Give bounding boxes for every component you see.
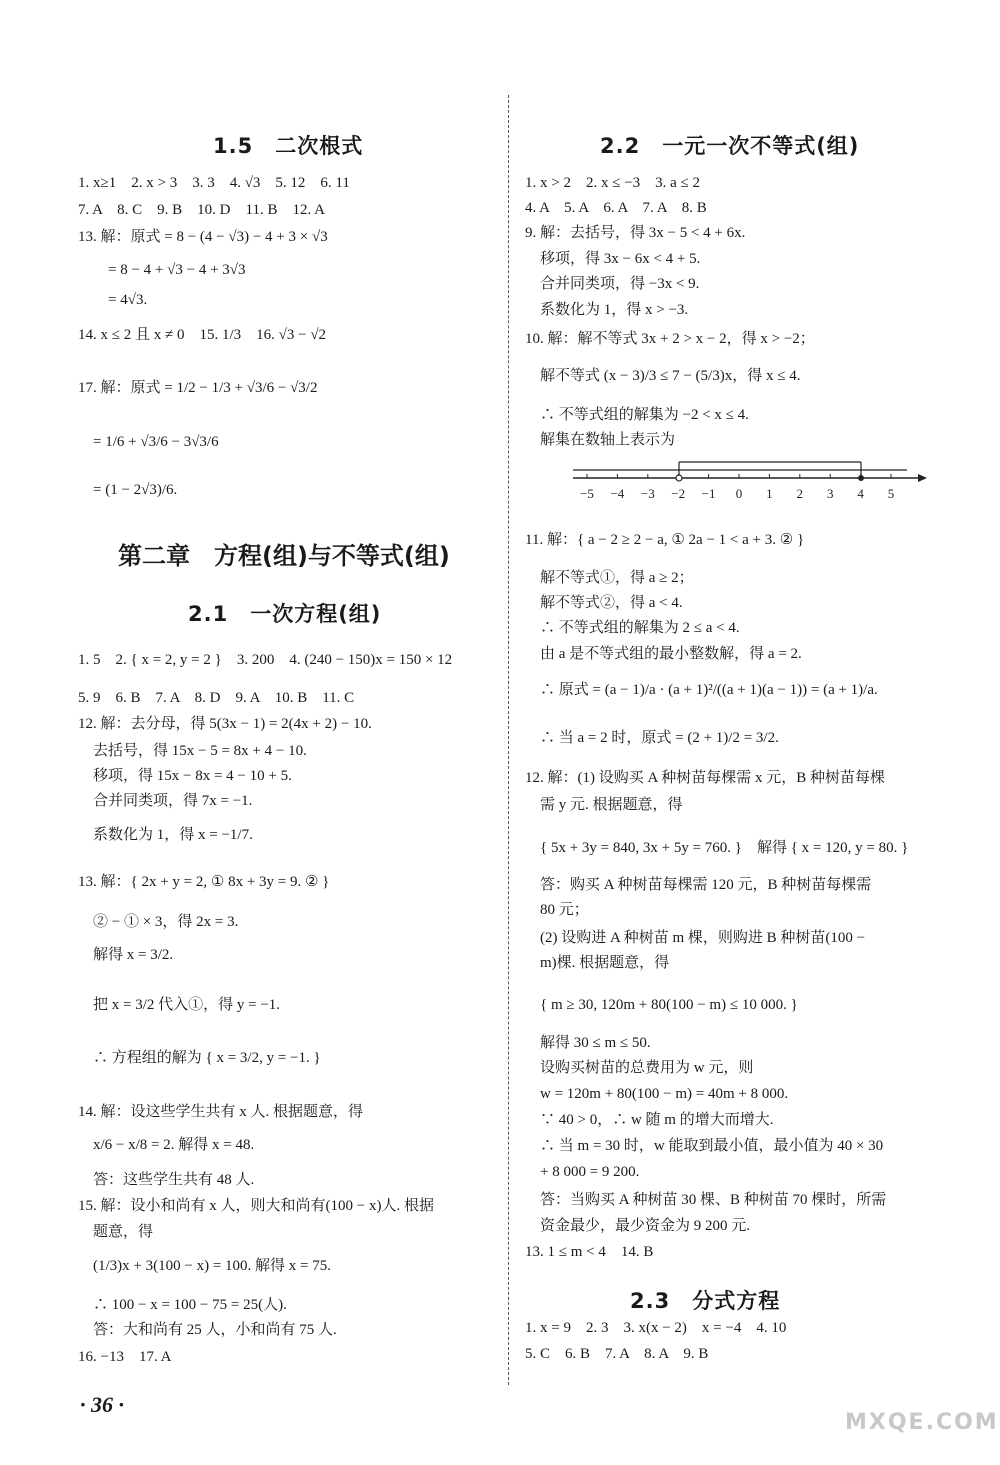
s22b-line-8: 12. 解：(1) 设购买 A 种树苗每棵需 x 元，B 种树苗每棵 bbox=[525, 770, 886, 786]
s22a-line-8: 解不等式 (x − 3)/3 ≤ 7 − (5/3)x，得 x ≤ 4. bbox=[525, 368, 801, 384]
sec15-line-5: = 4√3. bbox=[78, 292, 148, 308]
axis-tick-label: 1 bbox=[766, 486, 773, 501]
sec15-line-4: = 8 − 4 + √3 − 4 + 3√3 bbox=[78, 262, 246, 278]
axis-tick-label: −4 bbox=[610, 486, 625, 501]
sec21-line-4: 去括号，得 15x − 5 = 8x + 4 − 10. bbox=[78, 743, 307, 759]
s22b-line-9: 需 y 元. 根据题意，得 bbox=[525, 797, 683, 813]
sec21-line-12: ∴ 方程组的解为 { x = 3/2, y = −1. } bbox=[78, 1050, 321, 1066]
sec21-line-18: (1/3)x + 3(100 − x) = 100. 解得 x = 75. bbox=[78, 1258, 331, 1274]
sec15-line-7: 17. 解：原式 = 1/2 − 1/3 + √3/6 − √3/2 bbox=[78, 380, 318, 396]
section-title-2-2: 2.2 一元一次不等式(组) bbox=[600, 134, 860, 158]
column-divider bbox=[508, 95, 509, 1385]
sec15-line-1: 1. x≥1 2. x > 3 3. 3 4. √3 5. 12 6. 11 bbox=[78, 175, 350, 191]
sec21-line-3: 12. 解：去分母，得 5(3x − 1) = 2(4x + 2) − 10. bbox=[78, 716, 372, 732]
s22b-line-1: 11. 解：{ a − 2 ≥ 2 − a, ① 2a − 1 < a + 3. ② } bbox=[525, 532, 805, 548]
section-title-2-3: 2.3 分式方程 bbox=[630, 1289, 781, 1313]
s22b-line-10: { 5x + 3y = 840, 3x + 5y = 760. } 解得 { x = 120, y = 80. } bbox=[525, 840, 909, 856]
s22b-line-23: 资金最少，最少资金为 9 200 元. bbox=[525, 1218, 751, 1234]
open-circle-minus-2 bbox=[676, 475, 682, 481]
s22b-line-2: 解不等式①，得 a ≥ 2； bbox=[525, 570, 694, 586]
s22a-line-7: 10. 解：解不等式 3x + 2 > x − 2，得 x > −2； bbox=[525, 331, 815, 347]
sec21-line-10: 解得 x = 3/2. bbox=[78, 947, 174, 963]
sec21-line-15: 答：这些学生共有 48 人. bbox=[78, 1172, 255, 1188]
s22a-line-2: 4. A 5. A 6. A 7. A 8. B bbox=[525, 200, 707, 216]
axis-tick-label: 3 bbox=[826, 486, 834, 501]
sec21-line-9: ② − ① × 3，得 2x = 3. bbox=[78, 914, 239, 930]
sec21-line-5: 移项，得 15x − 8x = 4 − 10 + 5. bbox=[78, 768, 292, 784]
section-title-2-1: 2.1 一次方程(组) bbox=[188, 602, 382, 626]
s22a-line-1: 1. x > 2 2. x ≤ −3 3. a ≤ 2 bbox=[525, 175, 701, 191]
sec21-line-14: x/6 − x/8 = 2. 解得 x = 48. bbox=[78, 1137, 255, 1153]
sec15-line-9: = (1 − 2√3)/6. bbox=[78, 482, 178, 498]
axis-tick-label: 4 bbox=[857, 486, 864, 501]
s22a-line-3: 9. 解：去括号，得 3x − 5 < 4 + 6x. bbox=[525, 225, 746, 241]
s23-line-2: 5. C 6. B 7. A 8. A 9. B bbox=[525, 1346, 709, 1362]
sec21-line-13: 14. 解：设这些学生共有 x 人. 根据题意，得 bbox=[78, 1104, 364, 1120]
s22b-line-24: 13. 1 ≤ m < 4 14. B bbox=[525, 1244, 654, 1260]
s22b-line-16: 解得 30 ≤ m ≤ 50. bbox=[525, 1035, 651, 1051]
sec15-line-2: 7. A 8. C 9. B 10. D 11. B 12. A bbox=[78, 202, 325, 218]
sec21-line-1: 1. 5 2. { x = 2, y = 2 } 3. 200 4. (240 − 150)x = 150 × 12 bbox=[78, 652, 453, 668]
s22b-line-4: ∴ 不等式组的解集为 2 ≤ a < 4. bbox=[525, 620, 740, 636]
s22b-line-12: 80 元； bbox=[525, 902, 589, 918]
s22b-line-5: 由 a 是不等式组的最小整数解，得 a = 2. bbox=[525, 646, 802, 662]
s22b-line-15: { m ≥ 30, 120m + 80(100 − m) ≤ 10 000. } bbox=[525, 997, 798, 1013]
sec15-line-8: = 1/6 + √3/6 − 3√3/6 bbox=[78, 434, 219, 450]
axis-tick-label: 5 bbox=[887, 486, 895, 501]
s22b-line-7: ∴ 当 a = 2 时，原式 = (2 + 1)/2 = 3/2. bbox=[525, 730, 779, 746]
s22a-line-5: 合并同类项，得 −3x < 9. bbox=[525, 276, 700, 292]
s22b-line-20: ∴ 当 m = 30 时，w 能取到最小值，最小值为 40 × 30 bbox=[525, 1138, 884, 1154]
axis-tick-label: 2 bbox=[796, 486, 804, 501]
number-line bbox=[573, 456, 933, 506]
s22b-line-18: w = 120m + 80(100 − m) = 40m + 8 000. bbox=[525, 1086, 789, 1102]
sec21-line-19: ∴ 100 − x = 100 − 75 = 25(人). bbox=[78, 1297, 287, 1313]
s22b-line-17: 设购买树苗的总费用为 w 元，则 bbox=[525, 1060, 754, 1076]
s22a-line-6: 系数化为 1，得 x > −3. bbox=[525, 302, 689, 318]
s22a-line-4: 移项，得 3x − 6x < 4 + 5. bbox=[525, 251, 701, 267]
sec21-line-11: 把 x = 3/2 代入①，得 y = −1. bbox=[78, 997, 281, 1013]
chapter-title: 第二章 方程(组)与不等式(组) bbox=[118, 542, 450, 570]
axis-tick-label: −1 bbox=[701, 486, 716, 501]
watermark-text: MXQE.COM bbox=[845, 1410, 999, 1435]
page-number: · 36 · bbox=[80, 1392, 124, 1417]
sec21-line-17: 题意，得 bbox=[78, 1224, 154, 1240]
s22b-line-11: 答：购买 A 种树苗每棵需 120 元，B 种树苗每棵需 bbox=[525, 877, 872, 893]
s22b-line-3: 解不等式②，得 a < 4. bbox=[525, 595, 683, 611]
axis-arrow bbox=[918, 474, 927, 482]
sec21-line-6: 合并同类项，得 7x = −1. bbox=[78, 793, 253, 809]
sec21-line-2: 5. 9 6. B 7. A 8. D 9. A 10. B 11. C bbox=[78, 690, 355, 706]
sec21-line-20: 答：大和尚有 25 人，小和尚有 75 人. bbox=[78, 1322, 337, 1338]
axis-tick-label: −5 bbox=[580, 486, 594, 501]
s22b-line-13: (2) 设购进 A 种树苗 m 棵，则购进 B 种树苗(100 − bbox=[525, 930, 866, 946]
s22b-line-14: m)棵. 根据题意，得 bbox=[525, 955, 670, 971]
sec21-line-21: 16. −13 17. A bbox=[78, 1349, 172, 1365]
s22b-line-22: 答：当购买 A 种树苗 30 棵、B 种树苗 70 棵时，所需 bbox=[525, 1192, 887, 1208]
sec15-line-3: 13. 解：原式 = 8 − (4 − √3) − 4 + 3 × √3 bbox=[78, 229, 328, 245]
s23-line-1: 1. x = 9 2. 3 3. x(x − 2) x = −4 4. 10 bbox=[525, 1320, 787, 1336]
sec21-line-8: 13. 解：{ 2x + y = 2, ① 8x + 3y = 9. ② } bbox=[78, 874, 330, 890]
sec21-line-16: 15. 解：设小和尚有 x 人，则大和尚有(100 − x)人. 根据 bbox=[78, 1198, 434, 1214]
s22a-line-10: 解集在数轴上表示为 bbox=[525, 432, 676, 448]
axis-tick-label: 0 bbox=[735, 486, 743, 501]
sec21-line-7: 系数化为 1，得 x = −1/7. bbox=[78, 827, 253, 843]
sec15-line-6: 14. x ≤ 2 且 x ≠ 0 15. 1/3 16. √3 − √2 bbox=[78, 327, 327, 343]
s22b-line-19: ∵ 40 > 0，∴ w 随 m 的增大而增大. bbox=[525, 1112, 774, 1128]
axis-tick-label: −3 bbox=[640, 486, 655, 501]
s22a-line-9: ∴ 不等式组的解集为 −2 < x ≤ 4. bbox=[525, 407, 749, 423]
section-title-1-5: 1.5 二次根式 bbox=[213, 134, 364, 158]
s22b-line-6: ∴ 原式 = (a − 1)/a · (a + 1)²/((a + 1)(a − 1)) = (a + 1)/a. bbox=[525, 682, 878, 698]
closed-dot-4 bbox=[858, 475, 864, 481]
s22b-line-21: + 8 000 = 9 200. bbox=[525, 1164, 640, 1180]
axis-tick-label: −2 bbox=[671, 486, 686, 501]
